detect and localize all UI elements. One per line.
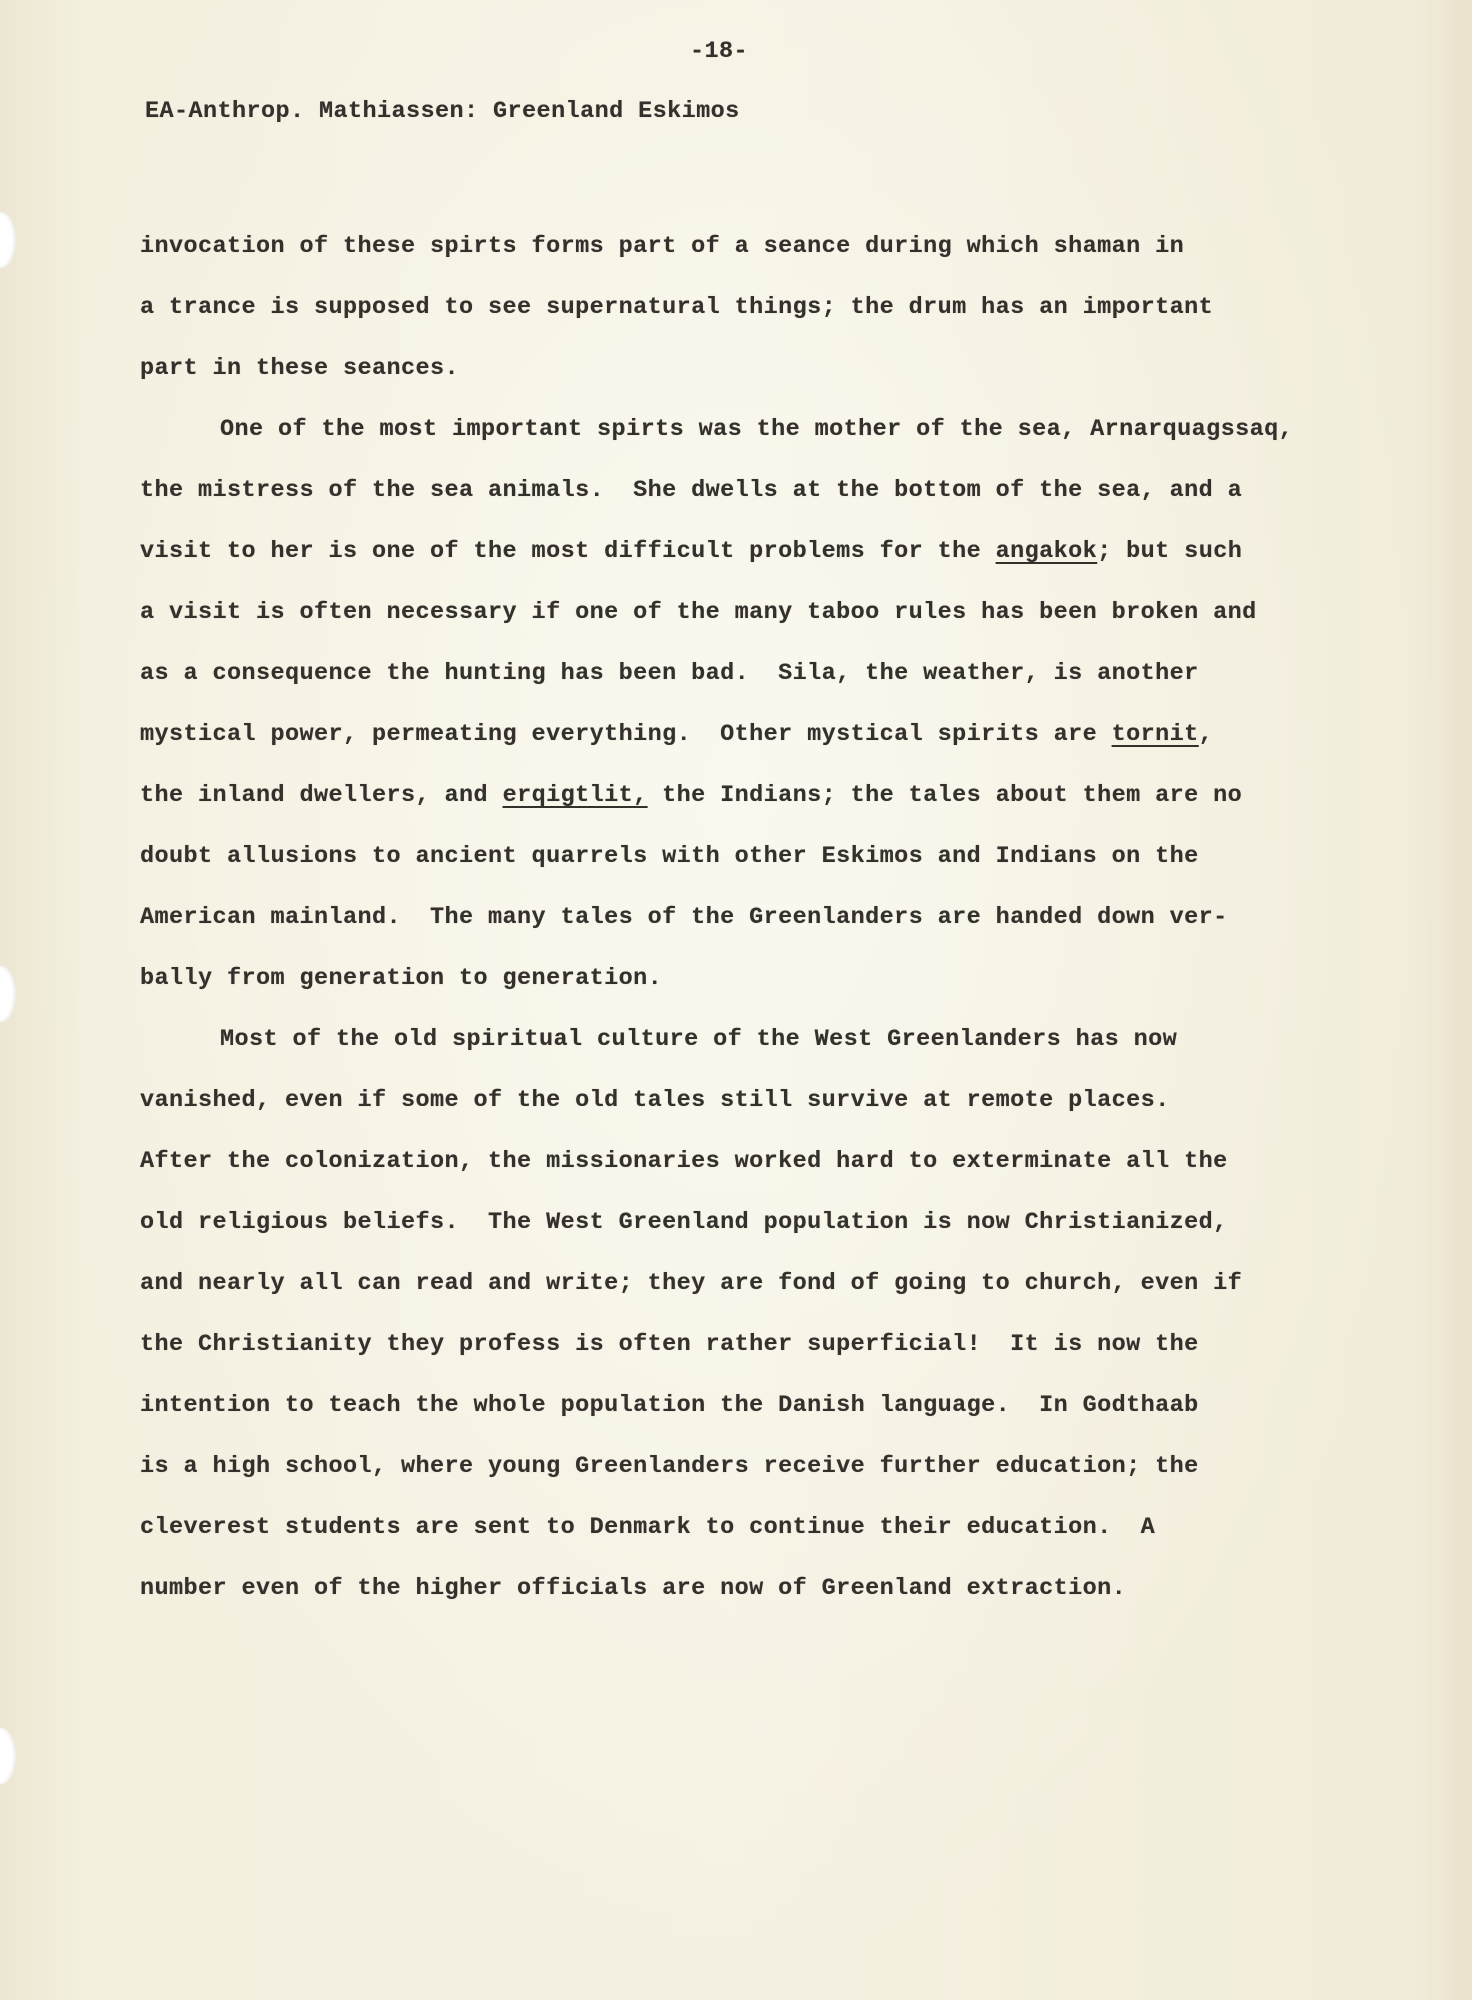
text-line bbox=[140, 948, 1293, 1009]
text-line bbox=[140, 1314, 1293, 1375]
text-segment: After the colonization, the missionaries worked hard to exterminate all the bbox=[140, 1148, 1228, 1175]
text-line bbox=[140, 582, 1293, 643]
text-segment: mystical power, permeating everything. Other mystical spirits are bbox=[140, 721, 1112, 748]
text-line bbox=[140, 826, 1293, 887]
text-line bbox=[140, 765, 1293, 826]
underlined-term: erqigtlit, bbox=[502, 782, 648, 809]
text-segment: a visit is often necessary if one of the many taboo rules has been broken and bbox=[140, 599, 1257, 626]
text-segment: the Christianity they profess is often rather superficial! It is now the bbox=[140, 1331, 1199, 1358]
text-segment: the Indians; the tales about them are no bbox=[647, 782, 1243, 809]
text-line bbox=[140, 277, 1293, 338]
punch-hole bbox=[0, 1728, 16, 1784]
text-line bbox=[140, 399, 1293, 460]
text-segment: One of the most important spirts was the mother of the sea, Arnarquagssaq, bbox=[220, 416, 1294, 443]
text-segment: is a high school, where young Greenlanders receive further education; the bbox=[140, 1453, 1199, 1480]
text-segment: the mistress of the sea animals. She dwells at the bottom of the sea, and a bbox=[140, 477, 1243, 504]
text-line bbox=[140, 1558, 1293, 1619]
text-segment: , bbox=[1198, 721, 1214, 748]
text-segment: intention to teach the whole population the Danish language. In Godthaab bbox=[140, 1392, 1199, 1419]
text-line bbox=[140, 887, 1293, 948]
underlined-term: tornit bbox=[1111, 721, 1199, 748]
text-segment: old religious beliefs. The West Greenland population is now Christianized, bbox=[140, 1209, 1228, 1236]
text-segment: number even of the higher officials are now of Greenland extraction. bbox=[140, 1575, 1127, 1602]
text-segment: and nearly all can read and write; they are fond of going to church, even if bbox=[140, 1270, 1243, 1297]
text-line bbox=[140, 1070, 1293, 1131]
text-segment: ; but such bbox=[1097, 538, 1243, 565]
text-line bbox=[140, 338, 1293, 399]
text-line bbox=[140, 1192, 1293, 1253]
text-line bbox=[140, 1497, 1293, 1558]
text-segment: vanished, even if some of the old tales still survive at remote places. bbox=[140, 1087, 1170, 1114]
body-text bbox=[140, 216, 1293, 1619]
text-segment: doubt allusions to ancient quarrels with other Eskimos and Indians on the bbox=[140, 843, 1199, 870]
text-line bbox=[140, 521, 1293, 582]
text-segment: invocation of these spirts forms part of a seance during which shaman in bbox=[140, 233, 1185, 260]
running-header: EA-Anthrop. Mathiassen: Greenland Eskimos bbox=[145, 98, 740, 125]
text-segment: bally from generation to generation. bbox=[140, 965, 663, 992]
text-line bbox=[140, 1436, 1293, 1497]
text-segment: visit to her is one of the most difficult problems for the bbox=[140, 538, 996, 565]
text-line bbox=[140, 216, 1293, 277]
punch-hole bbox=[0, 966, 16, 1022]
text-segment: the inland dwellers, and bbox=[140, 782, 503, 809]
page-number: -18- bbox=[690, 38, 749, 65]
text-line bbox=[140, 1253, 1293, 1314]
text-segment: cleverest students are sent to Denmark to continue their education. A bbox=[140, 1514, 1156, 1541]
text-segment: American mainland. The many tales of the Greenlanders are handed down ver- bbox=[140, 904, 1228, 931]
text-segment: a trance is supposed to see supernatural things; the drum has an important bbox=[140, 294, 1214, 321]
text-segment: as a consequence the hunting has been bad. Sila, the weather, is another bbox=[140, 660, 1199, 687]
text-line bbox=[140, 1009, 1293, 1070]
text-line bbox=[140, 1375, 1293, 1436]
text-line bbox=[140, 460, 1293, 521]
text-segment: part in these seances. bbox=[140, 355, 460, 382]
text-line bbox=[140, 704, 1293, 765]
text-segment: Most of the old spiritual culture of the West Greenlanders has now bbox=[220, 1026, 1178, 1053]
punch-hole bbox=[0, 212, 16, 268]
text-line bbox=[140, 643, 1293, 704]
text-line bbox=[140, 1131, 1293, 1192]
underlined-term: angakok bbox=[995, 538, 1098, 565]
